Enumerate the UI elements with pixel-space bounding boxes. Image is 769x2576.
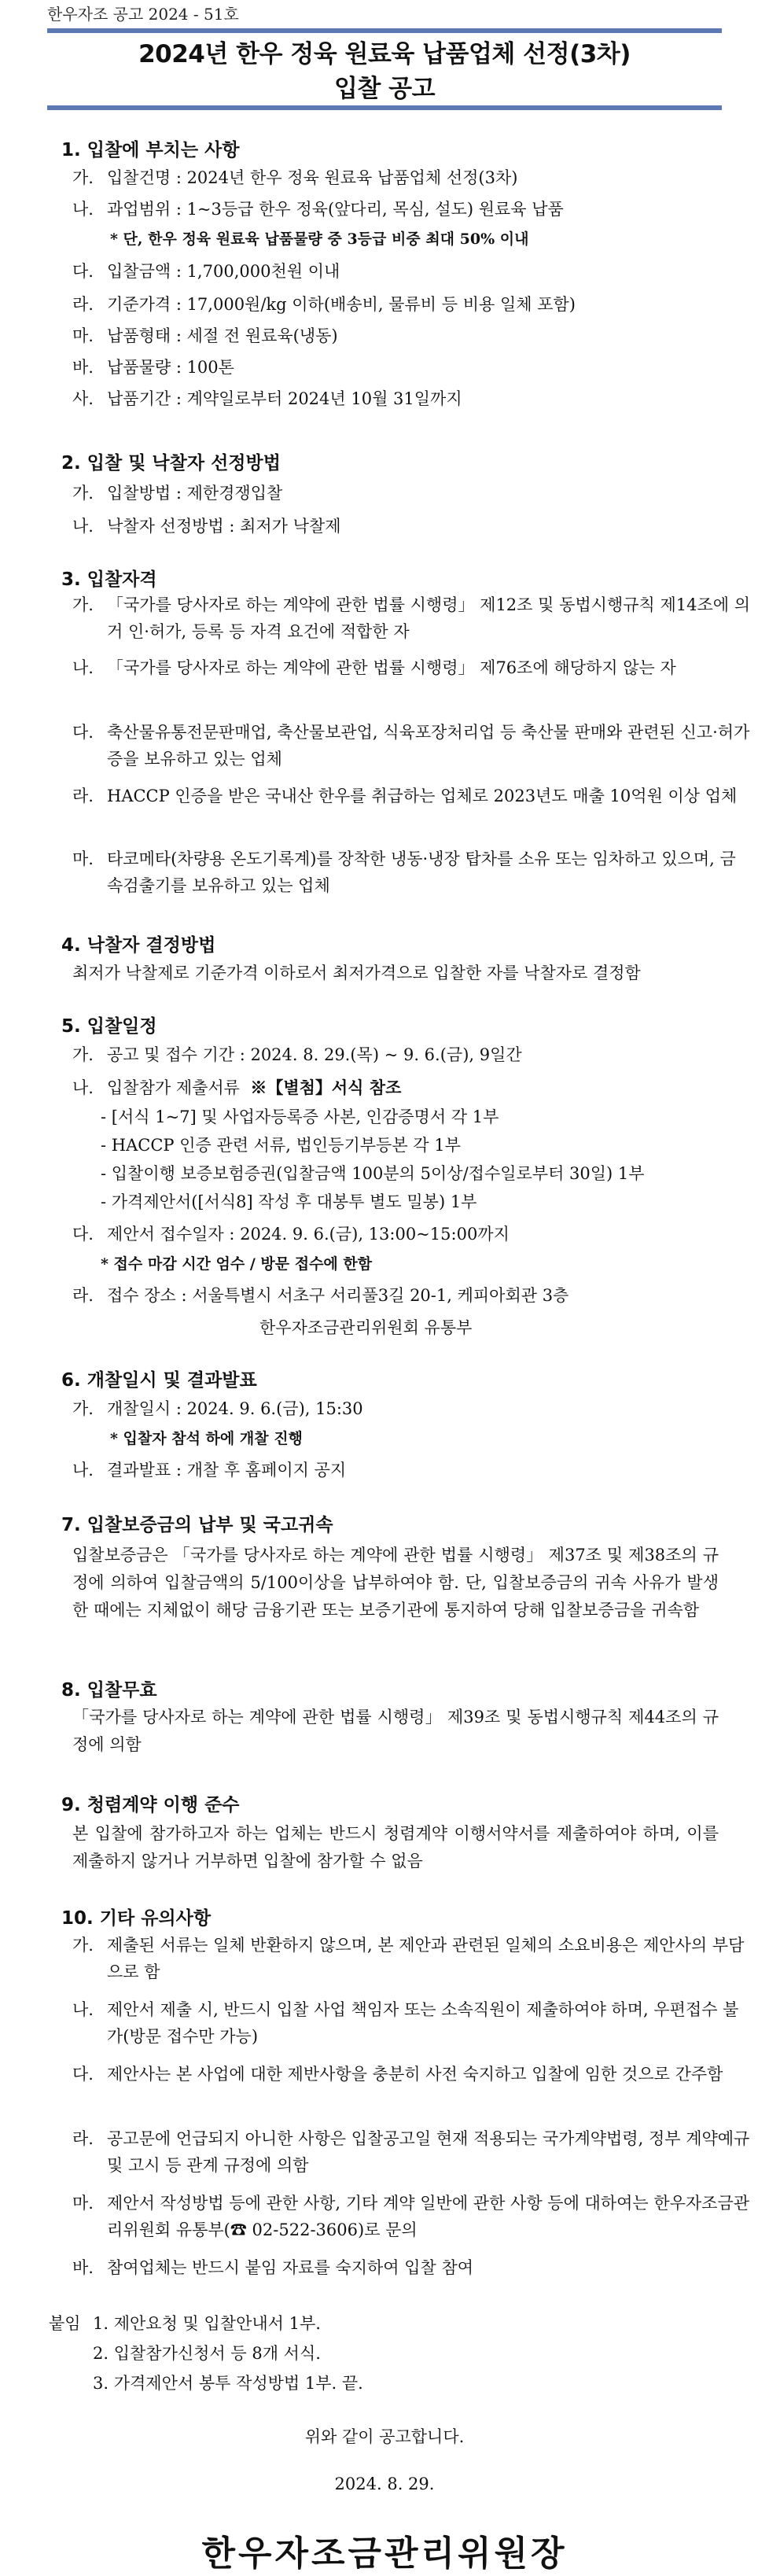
item-mark: 나.	[72, 200, 94, 219]
item-mark: 라.	[72, 1286, 94, 1305]
item-mark: 가.	[72, 1936, 94, 1955]
item-mark: 가.	[72, 484, 94, 503]
section5-heading: 5. 입찰일정	[61, 1016, 157, 1037]
item-text: 낙찰자 선정방법 : 최저가 낙찰제	[107, 517, 341, 536]
item-mark: 라.	[72, 295, 94, 314]
receiving-dept: 한우자조금관리위원회 유통부	[259, 1318, 473, 1337]
s10-item	[72, 2254, 752, 2281]
item-mark: 다.	[72, 1225, 94, 1244]
s10-item	[72, 1932, 752, 1985]
s1-item	[72, 322, 717, 349]
required-doc: - 가격제안서([서식8] 작성 후 대봉투 별도 밀봉) 1부	[101, 1192, 477, 1211]
attachment-item: 3. 가격제안서 봉투 작성방법 1부. 끝.	[93, 2374, 363, 2393]
section10-heading: 10. 기타 유의사항	[61, 1908, 212, 1929]
s8-text: 「국가를 당사자로 하는 계약에 관한 법률 시행령」 제39조 및 동법시행규칙 제44조의 규정에 의함	[72, 1708, 719, 1754]
s1-item	[72, 385, 717, 412]
attachment-item: 1. 제안요청 및 입찰안내서 1부.	[93, 2314, 321, 2333]
item-mark: 마.	[72, 849, 94, 868]
s6-item-ga	[72, 1395, 717, 1422]
notice-date: 2024. 8. 29.	[334, 2475, 435, 2493]
item-text: 입찰참가 제출서류	[107, 1078, 240, 1097]
item-text: 결과발표 : 개찰 후 홈페이지 공지	[107, 1461, 347, 1480]
notice-number: 한우자조 공고 2024 - 51호	[47, 5, 239, 24]
item-mark: 가.	[72, 1045, 94, 1064]
item-text: 제안서 제출 시, 반드시 입찰 사업 책임자 또는 소속직원이 제출하여야 하며, 우편접수 불가(방문 접수만 가능)	[107, 2000, 739, 2046]
s6-item-na	[72, 1457, 717, 1483]
s3-item	[72, 591, 752, 645]
item-text: 입찰방법 : 제한경쟁입찰	[107, 484, 283, 503]
title-line1: 2024년 한우 정육 원료육 납품업체 선정(3차)	[138, 40, 631, 68]
section9-heading: 9. 청렴계약 이행 준수	[61, 1795, 240, 1815]
section2-heading: 2. 입찰 및 낙찰자 선정방법	[61, 453, 281, 474]
item-text: 납품물량 : 100톤	[107, 358, 234, 377]
title-box	[47, 28, 722, 110]
item-mark: 나.	[72, 658, 94, 677]
item-mark: 가.	[72, 595, 94, 614]
item-mark: 라.	[72, 787, 94, 805]
item-text: 납품기간 : 계약일로부터 2024년 10월 31일까지	[107, 389, 462, 408]
item-text: 축산물유통전문판매업, 축산물보관업, 식육포장처리업 등 축산물 판매와 관련된 신고·허가증을 보유하고 있는 업체	[107, 723, 750, 768]
opening-note: * 입찰자 참석 하에 개찰 진행	[110, 1430, 303, 1447]
s3-item	[72, 719, 752, 772]
s1-item	[72, 164, 717, 191]
s10-item	[72, 2061, 752, 2088]
s4-text: 최저가 낙찰제로 기준가격 이하로서 최저가격으로 입찰한 자를 낙찰자로 결정함	[72, 964, 641, 982]
s1-item	[72, 291, 717, 318]
closing-text: 위와 같이 공고합니다.	[304, 2427, 465, 2446]
item-mark: 라.	[72, 2129, 94, 2148]
s3-item	[72, 654, 752, 681]
attachment-reference: ※【별첨】서식 참조	[250, 1078, 402, 1097]
required-doc: - HACCP 인증 관련 서류, 법인등기부등본 각 1부	[101, 1136, 461, 1155]
item-mark: 나.	[72, 2000, 94, 2019]
item-mark: 나.	[72, 517, 94, 536]
item-text: 「국가를 당사자로 하는 계약에 관한 법률 시행령」 제76조에 해당하지 않는 자	[107, 658, 676, 677]
s1-item	[72, 258, 717, 285]
section7-heading: 7. 입찰보증금의 납부 및 국고귀속	[61, 1515, 333, 1535]
item-text: 접수 장소 : 서울특별시 서초구 서리풀3길 20-1, 케피아회관 3층	[107, 1286, 569, 1305]
signature: 한우자조금관리위원장	[201, 2534, 568, 2574]
item-mark: 가.	[72, 168, 94, 187]
item-mark: 사.	[72, 389, 94, 408]
item-text: 기준가격 : 17,000원/kg 이하(배송비, 물류비 등 비용 일체 포함)	[107, 295, 576, 314]
section1-heading: 1. 입찰에 부치는 사항	[61, 140, 240, 160]
section3-heading: 3. 입찰자격	[61, 569, 157, 590]
s2-item	[72, 513, 717, 540]
s3-item	[72, 783, 752, 809]
s1-note: * 단, 한우 정육 원료육 납품물량 중 3등급 비중 최대 50% 이내	[110, 230, 529, 248]
s5-item-ra	[72, 1282, 717, 1309]
item-mark: 나.	[72, 1078, 94, 1097]
item-mark: 바.	[72, 2258, 94, 2277]
s10-item	[72, 2125, 752, 2179]
item-text: 「국가를 당사자로 하는 계약에 관한 법률 시행령」 제12조 및 동법시행규칙 제14조에 의거 인·허가, 등록 등 자격 요건에 적합한 자	[107, 595, 751, 641]
s2-item	[72, 480, 717, 507]
title-line2: 입찰 공고	[333, 75, 436, 103]
s7-text: 입찰보증금은 「국가를 당사자로 하는 계약에 관한 법률 시행령」 제37조 및 제38조의 규정에 의하여 입찰금액의 5/100이상을 납부하여야 함. 단, 입찰보증금의 귀속 사유가 발생한 때에는 지체없이 해당 금융기관 또는 보증기관에 통지하여 당해 입찰보증금을 귀속함	[72, 1546, 719, 1620]
item-text: 제안서 접수일자 : 2024. 9. 6.(금), 13:00~15:00까지	[107, 1225, 510, 1244]
section4-heading: 4. 낙찰자 결정방법	[61, 935, 216, 956]
s5-item-ga	[72, 1041, 717, 1068]
attachment-item: 2. 입찰참가신청서 등 8개 서식.	[93, 2344, 321, 2363]
s1-item	[72, 196, 717, 223]
item-mark: 다.	[72, 723, 94, 742]
item-text: 공고 및 접수 기간 : 2024. 8. 29.(목) ~ 9. 6.(금), 9일간	[107, 1045, 522, 1064]
item-text: 참여업체는 반드시 붙임 자료를 숙지하여 입찰 참여	[107, 2258, 474, 2277]
s5-item-da	[72, 1221, 717, 1247]
item-text: 납품형태 : 세절 전 원료육(냉동)	[107, 326, 338, 345]
s1-item	[72, 354, 717, 381]
item-text: 입찰금액 : 1,700,000천원 이내	[107, 262, 340, 281]
item-text: HACCP 인증을 받은 국내산 한우를 취급하는 업체로 2023년도 매출 10억원 이상 업체	[107, 787, 738, 805]
required-doc: - [서식 1~7] 및 사업자등록증 사본, 인감증명서 각 1부	[101, 1107, 499, 1126]
item-text: 공고문에 언급되지 아니한 사항은 입찰공고일 현재 적용되는 국가계약법령, 정부 계약예규 및 고시 등 관계 규정에 의함	[107, 2129, 750, 2175]
attachments-label: 붙임	[49, 2314, 81, 2333]
item-text: 제출된 서류는 일체 반환하지 않으며, 본 제안과 관련된 일체의 소요비용은 제안사의 부담으로 함	[107, 1936, 745, 1981]
item-mark: 가.	[72, 1399, 94, 1418]
item-text: 과업범위 : 1~3등급 한우 정육(앞다리, 목심, 설도) 원료육 납품	[107, 200, 564, 219]
item-text: 제안서 작성방법 등에 관한 사항, 기타 계약 일반에 관한 사항 등에 대하여는 한우자조금관리위원회 유통부(☎ 02-522-3606)로 문의	[107, 2194, 750, 2239]
section8-heading: 8. 입찰무효	[61, 1680, 157, 1701]
item-mark: 다.	[72, 2065, 94, 2084]
item-text: 타코메타(차량용 온도기록계)를 장착한 냉동·냉장 탑차를 소유 또는 임차하고 있으며, 금속검출기를 보유하고 있는 업체	[107, 849, 736, 895]
s9-text: 본 입찰에 참가하고자 하는 업체는 반드시 청렴계약 이행서약서를 제출하여야 하며, 이를 제출하지 않거나 거부하면 입찰에 참가할 수 없음	[72, 1824, 719, 1870]
item-text: 입찰건명 : 2024년 한우 정육 원료육 납품업체 선정(3차)	[107, 168, 518, 187]
item-mark: 마.	[72, 2194, 94, 2213]
item-mark: 마.	[72, 326, 94, 345]
section6-heading: 6. 개찰일시 및 결과발표	[61, 1370, 257, 1391]
s10-item	[72, 2190, 752, 2243]
item-mark: 나.	[72, 1461, 94, 1480]
item-mark: 다.	[72, 262, 94, 281]
s10-item	[72, 1996, 752, 2050]
deadline-note: * 접수 마감 시간 엄수 / 방문 접수에 한함	[101, 1255, 373, 1273]
item-mark: 바.	[72, 358, 94, 377]
s3-item	[72, 846, 752, 899]
item-text: 개찰일시 : 2024. 9. 6.(금), 15:30	[107, 1399, 363, 1418]
s5-item-na	[72, 1074, 717, 1101]
item-text: 제안사는 본 사업에 대한 제반사항을 충분히 사전 숙지하고 입찰에 임한 것으로 간주함	[107, 2065, 723, 2084]
required-doc: - 입찰이행 보증보험증권(입찰금액 100분의 5이상/접수일로부터 30일) 1부	[101, 1164, 645, 1183]
